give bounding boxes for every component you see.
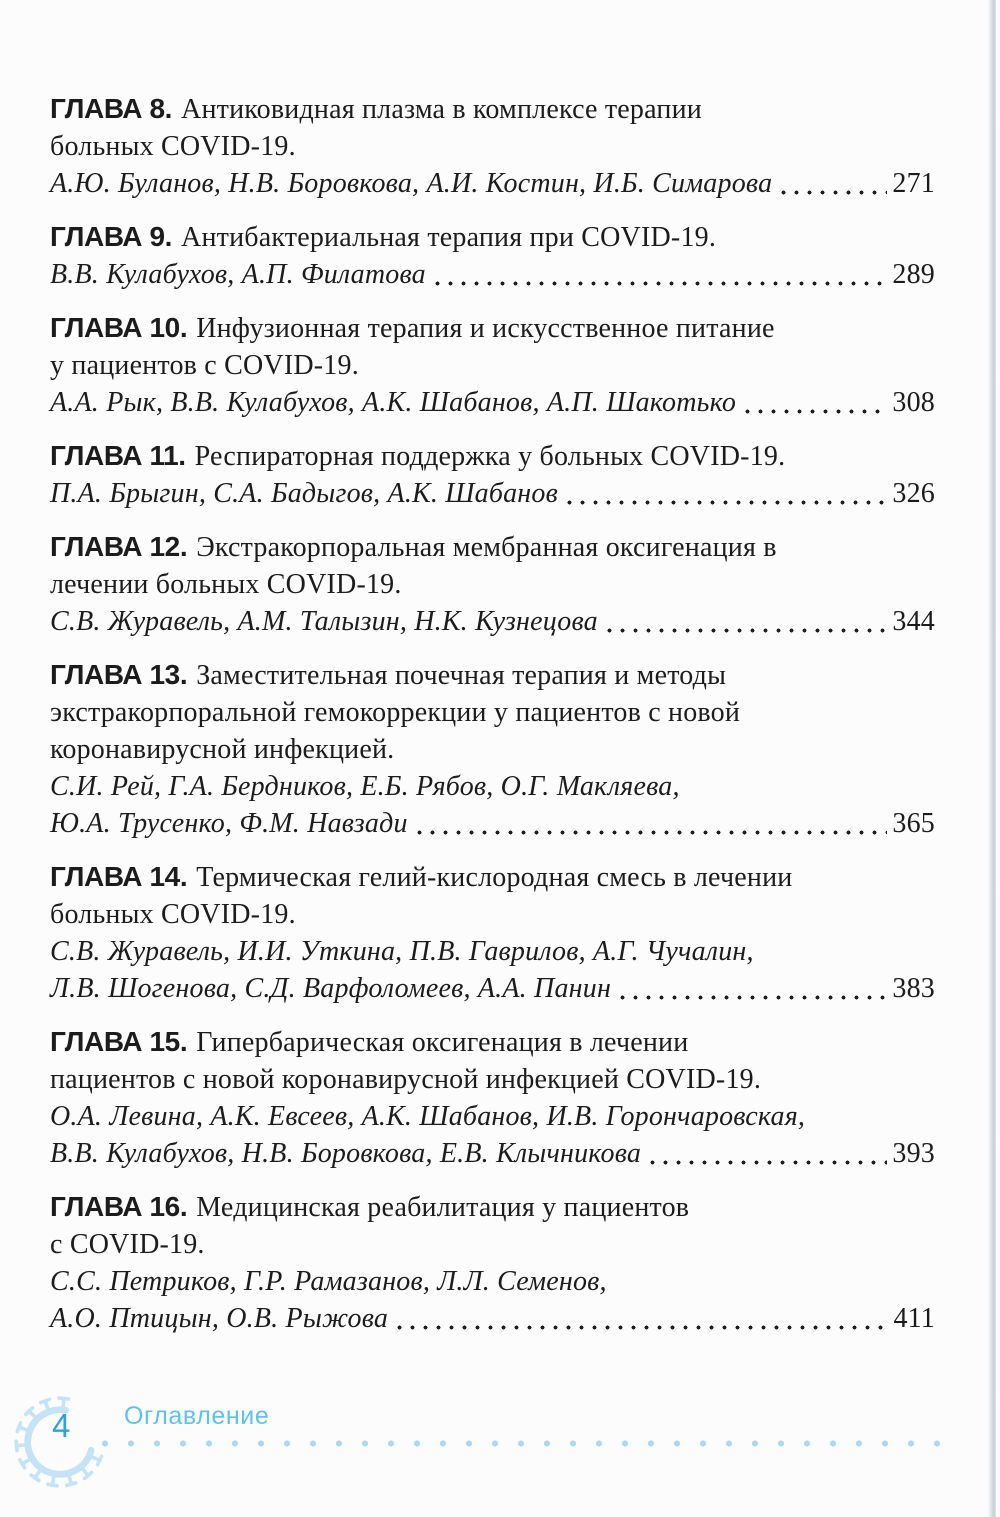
authors: В.В. Кулабухов, А.П. Филатова xyxy=(50,259,426,290)
toc-entry-chapter-14 xyxy=(50,858,935,1007)
page-number: 308 xyxy=(892,387,935,418)
authors: Л.В. Шогенова, С.Д. Варфоломеев, А.А. Панин xyxy=(50,973,612,1004)
authors-line: С.В. Журавель, И.И. Уткина, П.В. Гаврилов, А.Г. Чучалин, xyxy=(50,936,754,967)
page-number: 393 xyxy=(892,1138,935,1169)
toc-entry-chapter-10 xyxy=(50,309,935,421)
toc-entry-chapter-15 xyxy=(50,1023,935,1172)
authors: А.Ю. Буланов, Н.В. Боровкова, А.И. Костин, И.Б. Симарова xyxy=(50,168,773,199)
toc-list xyxy=(50,90,935,1353)
chapter-title-continuation: лечении больных COVID-19. xyxy=(50,569,402,600)
chapter-title: Респираторная поддержка у больных COVID-19. xyxy=(194,441,786,472)
authors: А.А. Рык, В.В. Кулабухов, А.К. Шабанов, А.П. Шакотько xyxy=(50,387,737,418)
toc-entry-chapter-16 xyxy=(50,1188,935,1337)
chapter-label: ГЛАВА 14. xyxy=(50,861,188,892)
chapter-title-continuation: больных COVID-19. xyxy=(50,131,296,162)
chapter-title-continuation: экстракорпоральной гемокоррекции у пациентов с новой xyxy=(50,697,741,728)
page-number: 344 xyxy=(892,606,935,637)
authors: А.О. Птицын, О.В. Рыжова xyxy=(50,1303,389,1334)
authors: С.В. Журавель, А.М. Талызин, Н.К. Кузнецова xyxy=(50,606,598,637)
chapter-label: ГЛАВА 8. xyxy=(50,93,173,124)
chapter-label: ГЛАВА 10. xyxy=(50,312,188,343)
toc-entry-chapter-12 xyxy=(50,528,935,640)
dot-leader xyxy=(408,805,893,842)
chapter-label: ГЛАВА 9. xyxy=(50,221,173,252)
dot-leader xyxy=(641,1135,892,1172)
dot-leader xyxy=(388,1300,893,1337)
page-number: 383 xyxy=(892,973,935,1004)
chapter-title: Заместительная почечная терапия и методы xyxy=(196,660,727,691)
footer-page-number: 4 xyxy=(52,1407,71,1444)
chapter-title-continuation: с COVID-19. xyxy=(50,1229,205,1260)
chapter-title: Инфузионная терапия и искусственное питание xyxy=(196,313,775,344)
page-number: 271 xyxy=(892,168,935,199)
authors-line: С.С. Петриков, Г.Р. Рамазанов, Л.Л. Семенов, xyxy=(50,1266,607,1297)
chapter-title: Термическая гелий-кислородная смесь в лечении xyxy=(196,862,793,893)
toc-entry-chapter-9 xyxy=(50,218,935,293)
dot-leader xyxy=(598,603,893,640)
page-number: 365 xyxy=(892,808,935,839)
chapter-title: Антиковидная плазма в комплексе терапии xyxy=(181,94,702,125)
chapter-label: ГЛАВА 13. xyxy=(50,659,188,690)
chapter-title-continuation: у пациентов с COVID-19. xyxy=(50,350,359,381)
chapter-title: Антибактериальная терапия при COVID-19. xyxy=(181,222,717,253)
chapter-title: Экстракорпоральная мембранная оксигенация в xyxy=(196,532,777,563)
chapter-title-continuation: пациентов с новой коронавирусной инфекцией COVID-19. xyxy=(50,1064,762,1095)
chapter-title: Медицинская реабилитация у пациентов xyxy=(196,1192,690,1223)
authors: В.В. Кулабухов, Н.В. Боровкова, Е.В. Клычникова xyxy=(50,1138,642,1169)
chapter-title-continuation: больных COVID-19. xyxy=(50,899,296,930)
dot-leader xyxy=(426,256,893,293)
authors: П.А. Брыгин, С.А. Бадыгов, А.К. Шабанов xyxy=(50,478,558,509)
page-number: 289 xyxy=(892,259,935,290)
chapter-label: ГЛАВА 12. xyxy=(50,531,188,562)
chapter-label: ГЛАВА 15. xyxy=(50,1026,188,1057)
footer-dotted-line xyxy=(92,1440,948,1447)
dot-leader xyxy=(558,475,892,512)
authors-line: С.И. Рей, Г.А. Бердников, Е.Б. Рябов, О.Г. Макляева, xyxy=(50,771,680,802)
chapter-label: ГЛАВА 16. xyxy=(50,1191,188,1222)
dot-leader xyxy=(611,970,892,1007)
page-number: 411 xyxy=(893,1303,935,1334)
dot-leader xyxy=(736,384,892,421)
toc-entry-chapter-13 xyxy=(50,656,935,842)
authors: Ю.А. Трусенко, Ф.М. Навзади xyxy=(50,808,408,839)
toc-entry-chapter-11 xyxy=(50,437,935,512)
dot-leader xyxy=(772,165,892,202)
chapter-label: ГЛАВА 11. xyxy=(50,440,186,471)
authors-line: О.А. Левина, А.К. Евсеев, А.К. Шабанов, И.В. Горончаровская, xyxy=(50,1101,806,1132)
chapter-title-continuation: коронавирусной инфекцией. xyxy=(50,734,395,765)
footer-section-label: Оглавление xyxy=(124,1402,270,1430)
chapter-title: Гипербарическая оксигенация в лечении xyxy=(196,1027,689,1058)
page-number: 326 xyxy=(892,478,935,509)
toc-entry-chapter-8 xyxy=(50,90,935,202)
page-edge xyxy=(988,0,996,1517)
